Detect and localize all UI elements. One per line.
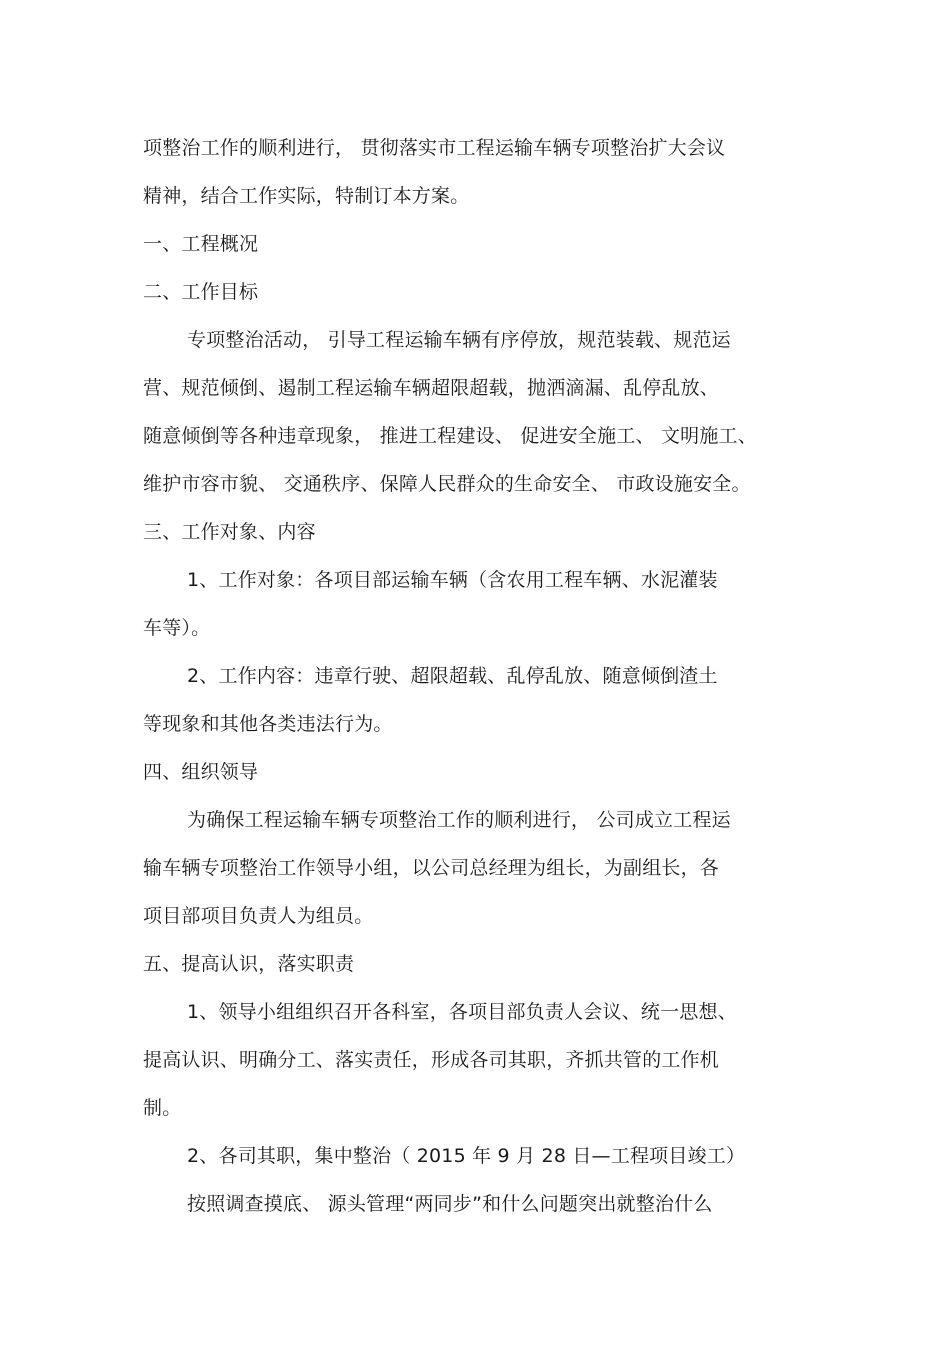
paragraph-line: 专项整治活动， 引导工程运输车辆有序停放，规范装载、规范运 xyxy=(187,329,731,351)
section-heading-overview: 一、工程概况 xyxy=(143,233,259,255)
section-heading-goals: 二、工作目标 xyxy=(143,281,259,303)
paragraph-line: 制。 xyxy=(143,1097,182,1119)
paragraph-line: 等现象和其他各类违法行为。 xyxy=(143,713,393,735)
paragraph-line: 为确保工程运输车辆专项整治工作的顺利进行， 公司成立工程运 xyxy=(187,809,731,831)
paragraph-line: 精神，结合工作实际，特制订本方案。 xyxy=(143,185,470,207)
list-item: 2、各司其职，集中整治（ 2015 年 9 月 28 日—工程项目竣工） xyxy=(187,1145,746,1167)
paragraph-line: 提高认识、明确分工、落实责任，形成各司其职，齐抓共管的工作机 xyxy=(143,1049,720,1071)
section-heading-targets: 三、工作对象、内容 xyxy=(143,521,316,543)
paragraph-line: 车等）。 xyxy=(143,617,211,639)
list-item: 1、工作对象：各项目部运输车辆（含农用工程车辆、水泥灌装 xyxy=(187,569,718,591)
paragraph-line: 项目部项目负责人为组员。 xyxy=(143,905,374,927)
paragraph-line: 输车辆专项整治工作领导小组，以公司总经理为组长，为副组长，各 xyxy=(143,857,720,879)
list-item: 1、领导小组组织召开各科室，各项目部负责人会议、统一思想、 xyxy=(187,1001,737,1023)
section-heading-responsibilities: 五、提高认识，落实职责 xyxy=(143,953,355,975)
paragraph-line: 按照调查摸底、 源头管理“两同步”和什么问题突出就整治什么 xyxy=(187,1193,713,1215)
paragraph-line: 维护市容市貌、 交通秩序、保障人民群众的生命安全、 市政设施安全。 xyxy=(143,473,751,495)
list-item: 2、工作内容：违章行驶、超限超载、乱停乱放、随意倾倒渣土 xyxy=(187,665,718,687)
section-heading-leadership: 四、组织领导 xyxy=(143,761,259,783)
paragraph-line: 项整治工作的顺利进行， 贯彻落实市工程运输车辆专项整治扩大会议 xyxy=(143,137,726,159)
paragraph-line: 营、规范倾倒、遏制工程运输车辆超限超载，抛洒滴漏、乱停乱放、 xyxy=(143,377,720,399)
paragraph-line: 随意倾倒等各种违章现象， 推进工程建设、 促进安全施工、 文明施工、 xyxy=(143,425,757,447)
